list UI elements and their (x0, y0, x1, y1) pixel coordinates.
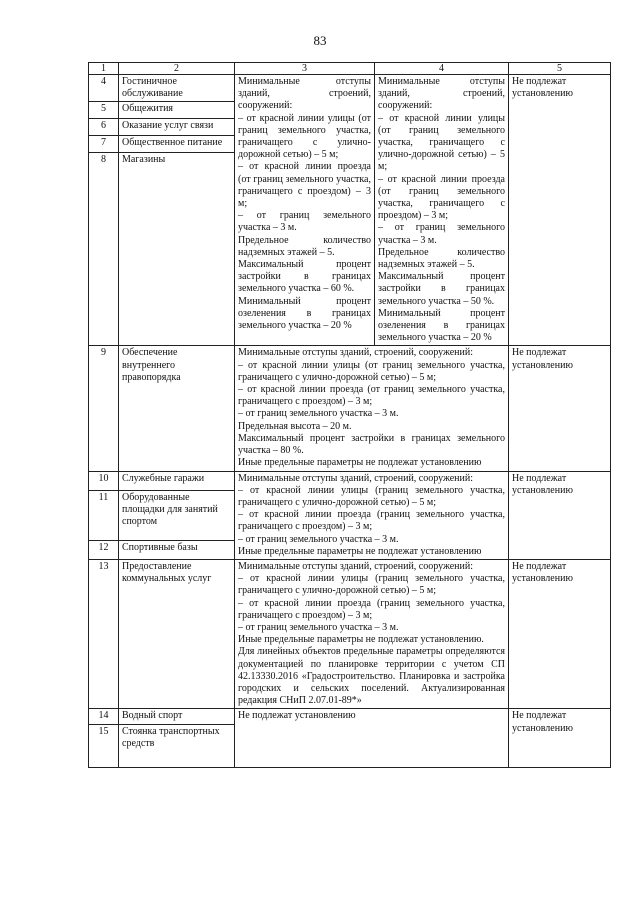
column-5-note: Не подлежат установлению (509, 75, 611, 346)
row-number: 14 (89, 709, 119, 724)
param-line: Иные предельные параметры не подлежат установлению (238, 545, 482, 557)
use-name: Общественное питание (119, 136, 235, 153)
param-line: Предельное количество надземных этажей – 5. (238, 234, 371, 258)
param-line: Минимальные отступы зданий, строений, сооружений: (238, 347, 474, 359)
row-number: 12 (89, 540, 119, 559)
column-5-note: Не подлежат установлению (509, 471, 611, 559)
param-line: – от красной линии улицы (от границ земельного участка, граничащего с улично-дорожной сетью) – 5 м; (238, 359, 505, 383)
param-line: Предельная высота – 20 м. (238, 420, 352, 432)
params-merged (235, 559, 509, 708)
params-column-3 (235, 75, 375, 346)
header-cell: 4 (375, 63, 509, 75)
header-cell: 3 (235, 63, 375, 75)
column-5-note: Не подлежат установлению (509, 559, 611, 708)
table-row (89, 346, 611, 471)
param-line: – от границ земельного участка – 3 м. (238, 533, 399, 545)
use-name: Общежития (119, 102, 235, 119)
use-name: Магазины (119, 153, 235, 346)
row-number: 5 (89, 102, 119, 119)
param-line: – от красной линии проезда (от границ земельного участка, граничащего с проездом) – 3 м; (238, 161, 371, 210)
param-line: – от красной линии улицы (границ земельного участка, граничащего с улично-дорожной сетью) – 5 м; (238, 484, 505, 508)
header-cell: 2 (119, 63, 235, 75)
use-name: Спортивные базы (119, 540, 235, 559)
param-line: – от границ земельного участка – 3 м. (378, 222, 505, 246)
param-line: Минимальные отступы зданий, строений, сооружений: (378, 76, 505, 112)
table-header-row (89, 63, 611, 75)
row-number: 13 (89, 559, 119, 708)
param-line: Максимальный процент застройки в границах земельного участка – 50 %. (378, 271, 505, 307)
header-cell: 5 (509, 63, 611, 75)
params-merged: Не подлежат установлению (235, 709, 509, 767)
param-line: Для линейных объектов предельные параметры определяются документацией по планировке территории с учетом СП 42.13330.2016 «Градостроительство. Планировка и застройка городских и сельских поселений. Актуализированная редакция СНиП 2.07.01-89*» (238, 646, 505, 707)
table-row (89, 75, 611, 102)
param-line: Иные предельные параметры не подлежат установлению (238, 457, 482, 469)
row-number: 15 (89, 724, 119, 767)
page-number: 83 (313, 33, 327, 48)
params-merged (235, 346, 509, 471)
column-5-note: Не подлежат установлению (509, 709, 611, 767)
use-name: Обеспечение внутреннего правопорядка (119, 346, 235, 471)
row-number: 9 (89, 346, 119, 471)
param-line: Минимальный процент озеленения в границах земельного участка – 20 % (238, 295, 371, 332)
params-column-4 (375, 75, 509, 346)
table-row (89, 559, 611, 708)
param-line: – от границ земельного участка – 3 м. (238, 408, 399, 420)
use-name: Гостиничное обслуживание (119, 75, 235, 102)
header-cell: 1 (89, 63, 119, 75)
param-line: Минимальные отступы зданий, строений, сооружений: (238, 560, 474, 572)
row-number: 11 (89, 490, 119, 540)
row-number: 4 (89, 75, 119, 102)
row-number: 6 (89, 119, 119, 136)
param-line: – от красной линии проезда (границ земельного участка, граничащего с проездом) – 3 м; (238, 509, 505, 533)
param-line: – от красной линии улицы (от границ земельного участка, граничащего с улично-дорожной сетью) – 5 м; (238, 112, 371, 161)
use-name: Предоставление коммунальных услуг (119, 559, 235, 708)
param-line: – от красной линии улицы (от границ земельного участка, граничащего с улично-дорожной сетью) – 5 м; (378, 112, 505, 173)
param-line: Предельное количество надземных этажей – 5. (378, 246, 505, 271)
use-name: Служебные гаражи (119, 471, 235, 490)
use-name: Оказание услуг связи (119, 119, 235, 136)
param-line: – от красной линии проезда (от границ земельного участка, граничащего с проездом) – 3 м; (238, 384, 505, 408)
table-row (89, 709, 611, 724)
params-merged (235, 471, 509, 559)
column-5-note: Не подлежат установлению (509, 346, 611, 471)
row-number: 10 (89, 471, 119, 490)
param-line: Максимальный процент застройки в границах земельного участка – 80 %. (238, 432, 505, 457)
table-row (89, 471, 611, 490)
use-name: Стоянка транспортных средств (119, 724, 235, 767)
param-line: – от красной линии проезда (границ земельного участка, граничащего с проездом) – 3 м; (238, 597, 505, 621)
param-line: Минимальные отступы зданий, строений, сооружений: (238, 76, 371, 112)
param-line: – от красной линии проезда (от границ земельного участка, граничащего с проездом) – 3 м; (378, 173, 505, 222)
regulations-table (88, 62, 611, 768)
param-line: Минимальный процент озеленения в границах земельного участка – 20 % (378, 307, 505, 344)
param-line: Минимальные отступы зданий, строений, сооружений: (238, 472, 474, 484)
use-name: Водный спорт (119, 709, 235, 724)
param-line: Иные предельные параметры не подлежат установлению. (238, 634, 484, 646)
param-line: – от границ земельного участка – 3 м. (238, 621, 399, 633)
use-name: Оборудованные площадки для занятий спортом (119, 490, 235, 540)
row-number: 7 (89, 136, 119, 153)
param-line: – от границ земельного участка – 3 м. (238, 210, 371, 234)
param-line: – от красной линии улицы (границ земельного участка, граничащего с улично-дорожной сетью) – 5 м; (238, 573, 505, 597)
row-number: 8 (89, 153, 119, 346)
param-line: Максимальный процент застройки в границах земельного участка – 60 %. (238, 259, 371, 295)
